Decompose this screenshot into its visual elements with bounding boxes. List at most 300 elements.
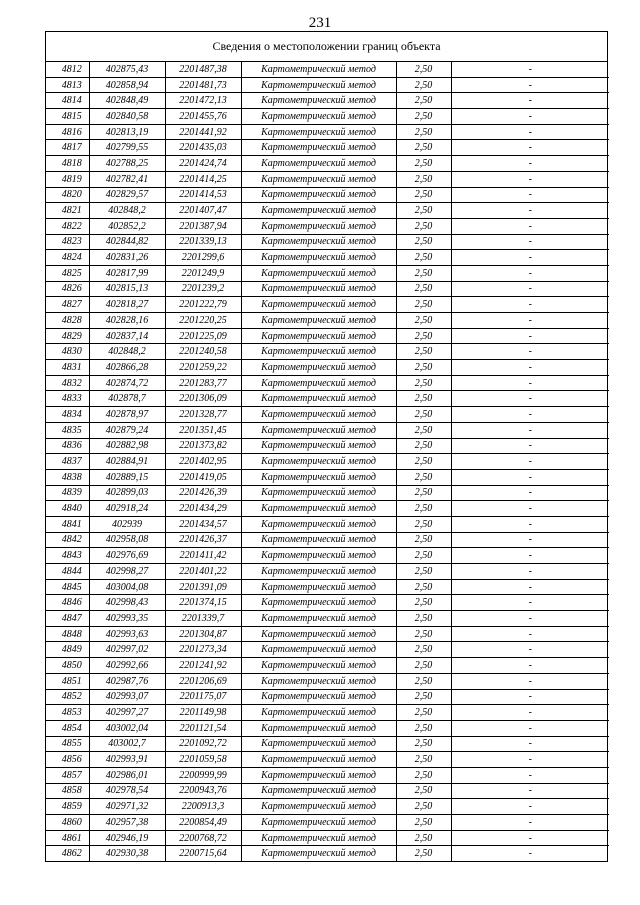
- y-coordinate-cell: 2201411,42: [165, 548, 241, 564]
- x-coordinate-cell: 402998,27: [89, 564, 165, 580]
- point-number-cell: 4825: [46, 265, 89, 281]
- y-coordinate-cell: 2200715,64: [165, 846, 241, 861]
- point-number-cell: 4814: [46, 93, 89, 109]
- table-row: [46, 265, 609, 281]
- description-cell: -: [451, 799, 609, 815]
- accuracy-cell: 2,50: [396, 532, 451, 548]
- point-number-cell: 4841: [46, 516, 89, 532]
- table-row: [46, 705, 609, 721]
- method-cell: Картометрический метод: [241, 752, 396, 768]
- method-cell: Картометрический метод: [241, 579, 396, 595]
- description-cell: -: [451, 626, 609, 642]
- table-row: [46, 611, 609, 627]
- description-cell: -: [451, 846, 609, 861]
- table-row: [46, 658, 609, 674]
- x-coordinate-cell: 402848,2: [89, 344, 165, 360]
- y-coordinate-cell: 2201222,79: [165, 297, 241, 313]
- x-coordinate-cell: 402866,28: [89, 360, 165, 376]
- method-cell: Картометрический метод: [241, 595, 396, 611]
- point-number-cell: 4815: [46, 109, 89, 125]
- accuracy-cell: 2,50: [396, 265, 451, 281]
- table-row: [46, 830, 609, 846]
- accuracy-cell: 2,50: [396, 501, 451, 517]
- accuracy-cell: 2,50: [396, 767, 451, 783]
- point-number-cell: 4855: [46, 736, 89, 752]
- table-row: [46, 485, 609, 501]
- x-coordinate-cell: 402899,03: [89, 485, 165, 501]
- accuracy-cell: 2,50: [396, 344, 451, 360]
- y-coordinate-cell: 2201283,77: [165, 375, 241, 391]
- description-cell: -: [451, 360, 609, 376]
- x-coordinate-cell: 402997,02: [89, 642, 165, 658]
- x-coordinate-cell: 402930,38: [89, 846, 165, 861]
- table-row: [46, 328, 609, 344]
- y-coordinate-cell: 2201351,45: [165, 422, 241, 438]
- point-number-cell: 4833: [46, 391, 89, 407]
- x-coordinate-cell: 402844,82: [89, 234, 165, 250]
- y-coordinate-cell: 2201481,73: [165, 77, 241, 93]
- accuracy-cell: 2,50: [396, 516, 451, 532]
- method-cell: Картометрический метод: [241, 391, 396, 407]
- accuracy-cell: 2,50: [396, 626, 451, 642]
- y-coordinate-cell: 2201059,58: [165, 752, 241, 768]
- point-number-cell: 4845: [46, 579, 89, 595]
- point-number-cell: 4862: [46, 846, 89, 861]
- table-row: [46, 234, 609, 250]
- x-coordinate-cell: 402889,15: [89, 469, 165, 485]
- y-coordinate-cell: 2201239,2: [165, 281, 241, 297]
- page-number: 231: [308, 15, 332, 31]
- x-coordinate-cell: 403004,08: [89, 579, 165, 595]
- table-row: [46, 595, 609, 611]
- method-cell: Картометрический метод: [241, 187, 396, 203]
- x-coordinate-cell: 402782,41: [89, 171, 165, 187]
- description-cell: -: [451, 595, 609, 611]
- description-cell: -: [451, 77, 609, 93]
- method-cell: Картометрический метод: [241, 109, 396, 125]
- y-coordinate-cell: 2201249,9: [165, 265, 241, 281]
- description-cell: -: [451, 250, 609, 266]
- x-coordinate-cell: 402939: [89, 516, 165, 532]
- point-number-cell: 4844: [46, 564, 89, 580]
- x-coordinate-cell: 402829,57: [89, 187, 165, 203]
- method-cell: Картометрический метод: [241, 328, 396, 344]
- method-cell: Картометрический метод: [241, 281, 396, 297]
- table-row: [46, 799, 609, 815]
- method-cell: Картометрический метод: [241, 673, 396, 689]
- accuracy-cell: 2,50: [396, 234, 451, 250]
- accuracy-cell: 2,50: [396, 736, 451, 752]
- description-cell: -: [451, 234, 609, 250]
- method-cell: Картометрический метод: [241, 485, 396, 501]
- table-row: [46, 752, 609, 768]
- y-coordinate-cell: 2201455,76: [165, 109, 241, 125]
- method-cell: Картометрический метод: [241, 360, 396, 376]
- y-coordinate-cell: 2201175,07: [165, 689, 241, 705]
- accuracy-cell: 2,50: [396, 218, 451, 234]
- method-cell: Картометрический метод: [241, 77, 396, 93]
- x-coordinate-cell: 402993,07: [89, 689, 165, 705]
- description-cell: -: [451, 62, 609, 77]
- method-cell: Картометрический метод: [241, 720, 396, 736]
- description-cell: -: [451, 375, 609, 391]
- y-coordinate-cell: 2201273,34: [165, 642, 241, 658]
- method-cell: Картометрический метод: [241, 297, 396, 313]
- description-cell: -: [451, 454, 609, 470]
- description-cell: -: [451, 218, 609, 234]
- accuracy-cell: 2,50: [396, 375, 451, 391]
- method-cell: Картометрический метод: [241, 799, 396, 815]
- accuracy-cell: 2,50: [396, 752, 451, 768]
- point-number-cell: 4839: [46, 485, 89, 501]
- table-row: [46, 815, 609, 831]
- y-coordinate-cell: 2201441,92: [165, 124, 241, 140]
- accuracy-cell: 2,50: [396, 595, 451, 611]
- x-coordinate-cell: 402971,32: [89, 799, 165, 815]
- accuracy-cell: 2,50: [396, 156, 451, 172]
- description-cell: -: [451, 203, 609, 219]
- method-cell: Картометрический метод: [241, 234, 396, 250]
- description-cell: -: [451, 516, 609, 532]
- x-coordinate-cell: 402828,16: [89, 313, 165, 329]
- description-cell: -: [451, 265, 609, 281]
- table-row: [46, 93, 609, 109]
- description-cell: -: [451, 783, 609, 799]
- accuracy-cell: 2,50: [396, 203, 451, 219]
- accuracy-cell: 2,50: [396, 109, 451, 125]
- y-coordinate-cell: 2201487,38: [165, 62, 241, 77]
- x-coordinate-cell: 402852,2: [89, 218, 165, 234]
- x-coordinate-cell: 402858,94: [89, 77, 165, 93]
- y-coordinate-cell: 2201225,09: [165, 328, 241, 344]
- method-cell: Картометрический метод: [241, 313, 396, 329]
- description-cell: -: [451, 564, 609, 580]
- y-coordinate-cell: 2201328,77: [165, 407, 241, 423]
- accuracy-cell: 2,50: [396, 93, 451, 109]
- x-coordinate-cell: 402817,99: [89, 265, 165, 281]
- point-number-cell: 4816: [46, 124, 89, 140]
- accuracy-cell: 2,50: [396, 548, 451, 564]
- point-number-cell: 4838: [46, 469, 89, 485]
- accuracy-cell: 2,50: [396, 611, 451, 627]
- description-cell: -: [451, 109, 609, 125]
- table-row: [46, 767, 609, 783]
- point-number-cell: 4819: [46, 171, 89, 187]
- point-number-cell: 4832: [46, 375, 89, 391]
- x-coordinate-cell: 402958,08: [89, 532, 165, 548]
- table-row: [46, 281, 609, 297]
- x-coordinate-cell: 402837,14: [89, 328, 165, 344]
- description-cell: -: [451, 313, 609, 329]
- description-cell: -: [451, 281, 609, 297]
- method-cell: Картометрический метод: [241, 846, 396, 861]
- description-cell: -: [451, 705, 609, 721]
- y-coordinate-cell: 2201426,39: [165, 485, 241, 501]
- point-number-cell: 4837: [46, 454, 89, 470]
- point-number-cell: 4821: [46, 203, 89, 219]
- x-coordinate-cell: 402998,43: [89, 595, 165, 611]
- point-number-cell: 4843: [46, 548, 89, 564]
- x-coordinate-cell: 402993,63: [89, 626, 165, 642]
- point-number-cell: 4824: [46, 250, 89, 266]
- point-number-cell: 4820: [46, 187, 89, 203]
- point-number-cell: 4830: [46, 344, 89, 360]
- point-number-cell: 4818: [46, 156, 89, 172]
- description-cell: -: [451, 407, 609, 423]
- accuracy-cell: 2,50: [396, 642, 451, 658]
- point-number-cell: 4850: [46, 658, 89, 674]
- method-cell: Картометрический метод: [241, 626, 396, 642]
- description-cell: -: [451, 485, 609, 501]
- x-coordinate-cell: 402918,24: [89, 501, 165, 517]
- table-row: [46, 689, 609, 705]
- table-row: [46, 579, 609, 595]
- point-number-cell: 4852: [46, 689, 89, 705]
- y-coordinate-cell: 2201092,72: [165, 736, 241, 752]
- description-cell: -: [451, 815, 609, 831]
- table-row: [46, 564, 609, 580]
- point-number-cell: 4828: [46, 313, 89, 329]
- description-cell: -: [451, 752, 609, 768]
- x-coordinate-cell: 402884,91: [89, 454, 165, 470]
- method-cell: Картометрический метод: [241, 171, 396, 187]
- x-coordinate-cell: 402986,01: [89, 767, 165, 783]
- y-coordinate-cell: 2201259,22: [165, 360, 241, 376]
- description-cell: -: [451, 736, 609, 752]
- method-cell: Картометрический метод: [241, 93, 396, 109]
- method-cell: Картометрический метод: [241, 830, 396, 846]
- table-row: [46, 846, 609, 861]
- point-number-cell: 4860: [46, 815, 89, 831]
- x-coordinate-cell: 402848,2: [89, 203, 165, 219]
- description-cell: -: [451, 720, 609, 736]
- point-number-cell: 4822: [46, 218, 89, 234]
- method-cell: Картометрический метод: [241, 203, 396, 219]
- table-row: [46, 422, 609, 438]
- method-cell: Картометрический метод: [241, 250, 396, 266]
- method-cell: Картометрический метод: [241, 375, 396, 391]
- x-coordinate-cell: 403002,04: [89, 720, 165, 736]
- y-coordinate-cell: 2201373,82: [165, 438, 241, 454]
- method-cell: Картометрический метод: [241, 62, 396, 77]
- table-row: [46, 454, 609, 470]
- y-coordinate-cell: 2201434,57: [165, 516, 241, 532]
- table-row: [46, 203, 609, 219]
- table-row: [46, 250, 609, 266]
- table-row: [46, 156, 609, 172]
- description-cell: -: [451, 548, 609, 564]
- x-coordinate-cell: 402788,25: [89, 156, 165, 172]
- accuracy-cell: 2,50: [396, 454, 451, 470]
- x-coordinate-cell: 402879,24: [89, 422, 165, 438]
- description-cell: -: [451, 673, 609, 689]
- accuracy-cell: 2,50: [396, 391, 451, 407]
- y-coordinate-cell: 2201414,25: [165, 171, 241, 187]
- y-coordinate-cell: 2201391,09: [165, 579, 241, 595]
- description-cell: -: [451, 501, 609, 517]
- accuracy-cell: 2,50: [396, 783, 451, 799]
- point-number-cell: 4849: [46, 642, 89, 658]
- table-row: [46, 297, 609, 313]
- accuracy-cell: 2,50: [396, 673, 451, 689]
- method-cell: Картометрический метод: [241, 658, 396, 674]
- point-number-cell: 4834: [46, 407, 89, 423]
- x-coordinate-cell: 402997,27: [89, 705, 165, 721]
- x-coordinate-cell: 402882,98: [89, 438, 165, 454]
- method-cell: Картометрический метод: [241, 454, 396, 470]
- description-cell: -: [451, 611, 609, 627]
- method-cell: Картометрический метод: [241, 642, 396, 658]
- description-cell: -: [451, 140, 609, 156]
- point-number-cell: 4842: [46, 532, 89, 548]
- y-coordinate-cell: 2201241,92: [165, 658, 241, 674]
- y-coordinate-cell: 2200768,72: [165, 830, 241, 846]
- point-number-cell: 4836: [46, 438, 89, 454]
- y-coordinate-cell: 2201339,13: [165, 234, 241, 250]
- method-cell: Картометрический метод: [241, 548, 396, 564]
- accuracy-cell: 2,50: [396, 564, 451, 580]
- description-cell: -: [451, 438, 609, 454]
- point-number-cell: 4826: [46, 281, 89, 297]
- table-row: [46, 171, 609, 187]
- x-coordinate-cell: 402818,27: [89, 297, 165, 313]
- table-row: [46, 77, 609, 93]
- accuracy-cell: 2,50: [396, 360, 451, 376]
- method-cell: Картометрический метод: [241, 516, 396, 532]
- x-coordinate-cell: 402840,58: [89, 109, 165, 125]
- point-number-cell: 4858: [46, 783, 89, 799]
- method-cell: Картометрический метод: [241, 344, 396, 360]
- table-row: [46, 469, 609, 485]
- description-cell: -: [451, 328, 609, 344]
- method-cell: Картометрический метод: [241, 532, 396, 548]
- x-coordinate-cell: 402815,13: [89, 281, 165, 297]
- accuracy-cell: 2,50: [396, 407, 451, 423]
- accuracy-cell: 2,50: [396, 124, 451, 140]
- method-cell: Картометрический метод: [241, 564, 396, 580]
- table-row: [46, 62, 609, 77]
- y-coordinate-cell: 2201435,03: [165, 140, 241, 156]
- accuracy-cell: 2,50: [396, 658, 451, 674]
- table-row: [46, 438, 609, 454]
- accuracy-cell: 2,50: [396, 469, 451, 485]
- y-coordinate-cell: 2201220,25: [165, 313, 241, 329]
- accuracy-cell: 2,50: [396, 799, 451, 815]
- y-coordinate-cell: 2201472,13: [165, 93, 241, 109]
- method-cell: Картометрический метод: [241, 689, 396, 705]
- accuracy-cell: 2,50: [396, 140, 451, 156]
- y-coordinate-cell: 2201339,7: [165, 611, 241, 627]
- description-cell: -: [451, 391, 609, 407]
- table-row: [46, 501, 609, 517]
- description-cell: -: [451, 469, 609, 485]
- y-coordinate-cell: 2201424,74: [165, 156, 241, 172]
- accuracy-cell: 2,50: [396, 720, 451, 736]
- x-coordinate-cell: 402878,7: [89, 391, 165, 407]
- accuracy-cell: 2,50: [396, 579, 451, 595]
- method-cell: Картометрический метод: [241, 422, 396, 438]
- x-coordinate-cell: 402992,66: [89, 658, 165, 674]
- method-cell: Картометрический метод: [241, 140, 396, 156]
- x-coordinate-cell: 402799,55: [89, 140, 165, 156]
- y-coordinate-cell: 2200999,99: [165, 767, 241, 783]
- method-cell: Картометрический метод: [241, 767, 396, 783]
- x-coordinate-cell: 402946,19: [89, 830, 165, 846]
- description-cell: -: [451, 187, 609, 203]
- description-cell: -: [451, 689, 609, 705]
- x-coordinate-cell: 402813,19: [89, 124, 165, 140]
- y-coordinate-cell: 2200913,3: [165, 799, 241, 815]
- x-coordinate-cell: 402874,72: [89, 375, 165, 391]
- y-coordinate-cell: 2201414,53: [165, 187, 241, 203]
- table-row: [46, 124, 609, 140]
- x-coordinate-cell: 402976,69: [89, 548, 165, 564]
- y-coordinate-cell: 2201206,69: [165, 673, 241, 689]
- point-number-cell: 4823: [46, 234, 89, 250]
- y-coordinate-cell: 2201304,87: [165, 626, 241, 642]
- point-number-cell: 4817: [46, 140, 89, 156]
- point-number-cell: 4835: [46, 422, 89, 438]
- table-row: [46, 516, 609, 532]
- y-coordinate-cell: 2201426,37: [165, 532, 241, 548]
- accuracy-cell: 2,50: [396, 485, 451, 501]
- table-row: [46, 391, 609, 407]
- point-number-cell: 4829: [46, 328, 89, 344]
- point-number-cell: 4859: [46, 799, 89, 815]
- description-cell: -: [451, 124, 609, 140]
- table-row: [46, 720, 609, 736]
- x-coordinate-cell: 402957,38: [89, 815, 165, 831]
- accuracy-cell: 2,50: [396, 328, 451, 344]
- description-cell: -: [451, 579, 609, 595]
- point-number-cell: 4846: [46, 595, 89, 611]
- point-number-cell: 4861: [46, 830, 89, 846]
- accuracy-cell: 2,50: [396, 689, 451, 705]
- y-coordinate-cell: 2201401,22: [165, 564, 241, 580]
- method-cell: Картометрический метод: [241, 156, 396, 172]
- accuracy-cell: 2,50: [396, 313, 451, 329]
- y-coordinate-cell: 2201240,58: [165, 344, 241, 360]
- x-coordinate-cell: 402993,35: [89, 611, 165, 627]
- description-cell: -: [451, 297, 609, 313]
- accuracy-cell: 2,50: [396, 250, 451, 266]
- point-number-cell: 4847: [46, 611, 89, 627]
- point-number-cell: 4854: [46, 720, 89, 736]
- accuracy-cell: 2,50: [396, 171, 451, 187]
- point-number-cell: 4831: [46, 360, 89, 376]
- accuracy-cell: 2,50: [396, 422, 451, 438]
- description-cell: -: [451, 642, 609, 658]
- table-row: [46, 642, 609, 658]
- method-cell: Картометрический метод: [241, 611, 396, 627]
- y-coordinate-cell: 2201306,09: [165, 391, 241, 407]
- y-coordinate-cell: 2201121,54: [165, 720, 241, 736]
- y-coordinate-cell: 2201299,6: [165, 250, 241, 266]
- x-coordinate-cell: 402831,26: [89, 250, 165, 266]
- point-number-cell: 4851: [46, 673, 89, 689]
- x-coordinate-cell: 402987,76: [89, 673, 165, 689]
- method-cell: Картометрический метод: [241, 265, 396, 281]
- table-row: [46, 360, 609, 376]
- description-cell: -: [451, 532, 609, 548]
- table-row: [46, 375, 609, 391]
- y-coordinate-cell: 2201402,95: [165, 454, 241, 470]
- table-row: [46, 218, 609, 234]
- x-coordinate-cell: 402848,49: [89, 93, 165, 109]
- method-cell: Картометрический метод: [241, 815, 396, 831]
- y-coordinate-cell: 2201387,94: [165, 218, 241, 234]
- y-coordinate-cell: 2201407,47: [165, 203, 241, 219]
